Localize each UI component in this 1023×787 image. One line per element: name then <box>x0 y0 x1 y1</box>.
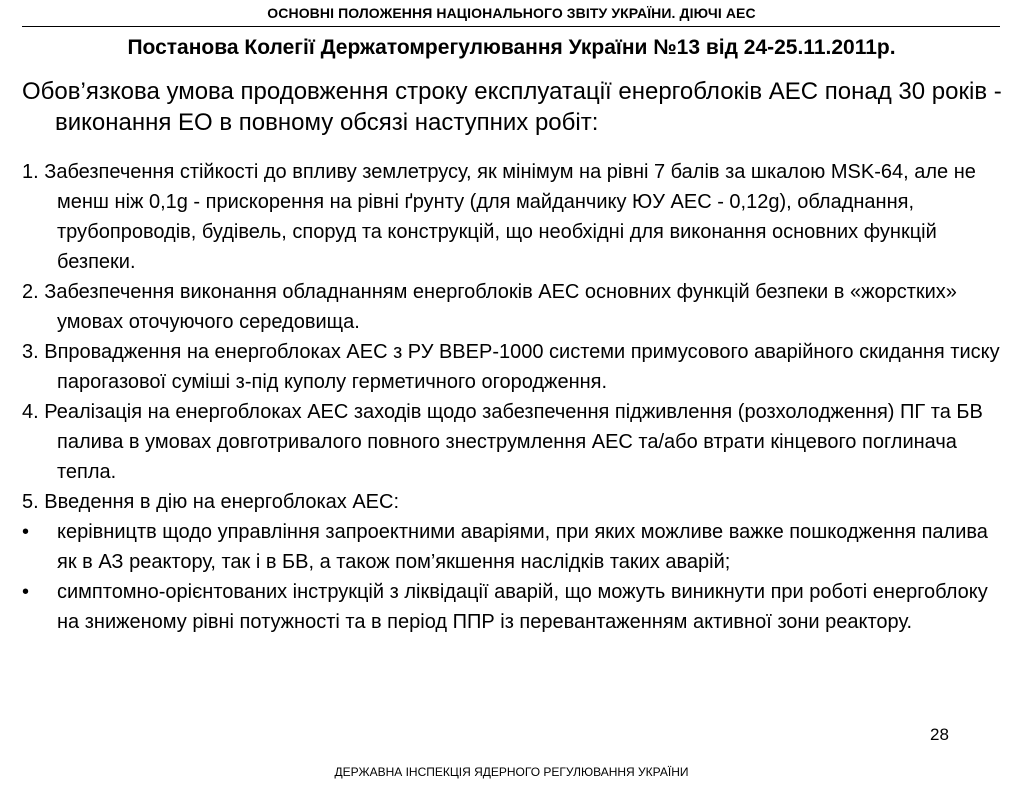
list-item: 5. Введення в дію на енергоблоках АЕС: <box>22 491 400 513</box>
report-header: ОСНОВНІ ПОЛОЖЕННЯ НАЦІОНАЛЬНОГО ЗВІТУ УКРАЇНИ. ДІЮЧІ АЕС <box>267 5 756 21</box>
list-item: 2. Забезпечення виконання обладнанням енергоблоків АЕС основних функцій безпеки в «жорстких» умовах оточуючого середовища. <box>22 281 957 333</box>
header-divider <box>22 26 1000 27</box>
bullet-item <box>22 517 1000 577</box>
list-item: 1. Забезпечення стійкості до впливу землетрусу, як мінімум на рівні 7 балів за шкалою MSK-64, але не менш ніж 0,1g - прискорення на рівні ґрунту (для майданчику ЮУ АЕС - 0,12g), обладнання, трубопроводів, будівель, споруд та конструкцій, що необхідні для виконання основних функцій безпеки. <box>22 161 976 273</box>
footer-organization: ДЕРЖАВНА ІНСПЕКЦІЯ ЯДЕРНОГО РЕГУЛЮВАННЯ УКРАЇНИ <box>334 765 689 779</box>
bullet-marker: • <box>22 581 30 603</box>
bullet-text: керівництв щодо управління запроектними аваріями, при яких можливе важке пошкодження палива як в АЗ реактору, так і в БВ, а також пом’якшення наслідків таких аварій; <box>57 521 988 573</box>
bullet-text: симптомно-орієнтованих інструкцій з ліквідації аварій, що можуть виникнути при роботі енергоблоку на зниженому рівні потужності та в період ППР із перевантаженням активної зони реактору. <box>57 581 988 633</box>
slide-lead-text: Обов’язкова умова продовження строку експлуатації енергоблоків АЕС понад 30 років - виконання ЕО в повному обсязі наступних робіт: <box>22 78 1002 136</box>
slide-title: Постанова Колегії Держатомрегулювання України №13 від 24-25.11.2011р. <box>127 36 896 59</box>
list-item: 4. Реалізація на енергоблоках АЕС заходів щодо забезпечення підживлення (розхолодження) ПГ та БВ палива в умовах довготривалого повного знеструмлення АЕС та/або втрати кінцевого поглинача тепла. <box>22 401 983 483</box>
requirements-list <box>22 157 1000 637</box>
bullet-item <box>22 577 1000 637</box>
bullet-marker: • <box>22 521 30 543</box>
list-item: 3. Впровадження на енергоблоках АЕС з РУ ВВЕР-1000 системи примусового аварійного скидання тиску парогазової суміші з-під куполу герметичного огородження. <box>22 341 1000 393</box>
page-number: 28 <box>930 725 949 744</box>
